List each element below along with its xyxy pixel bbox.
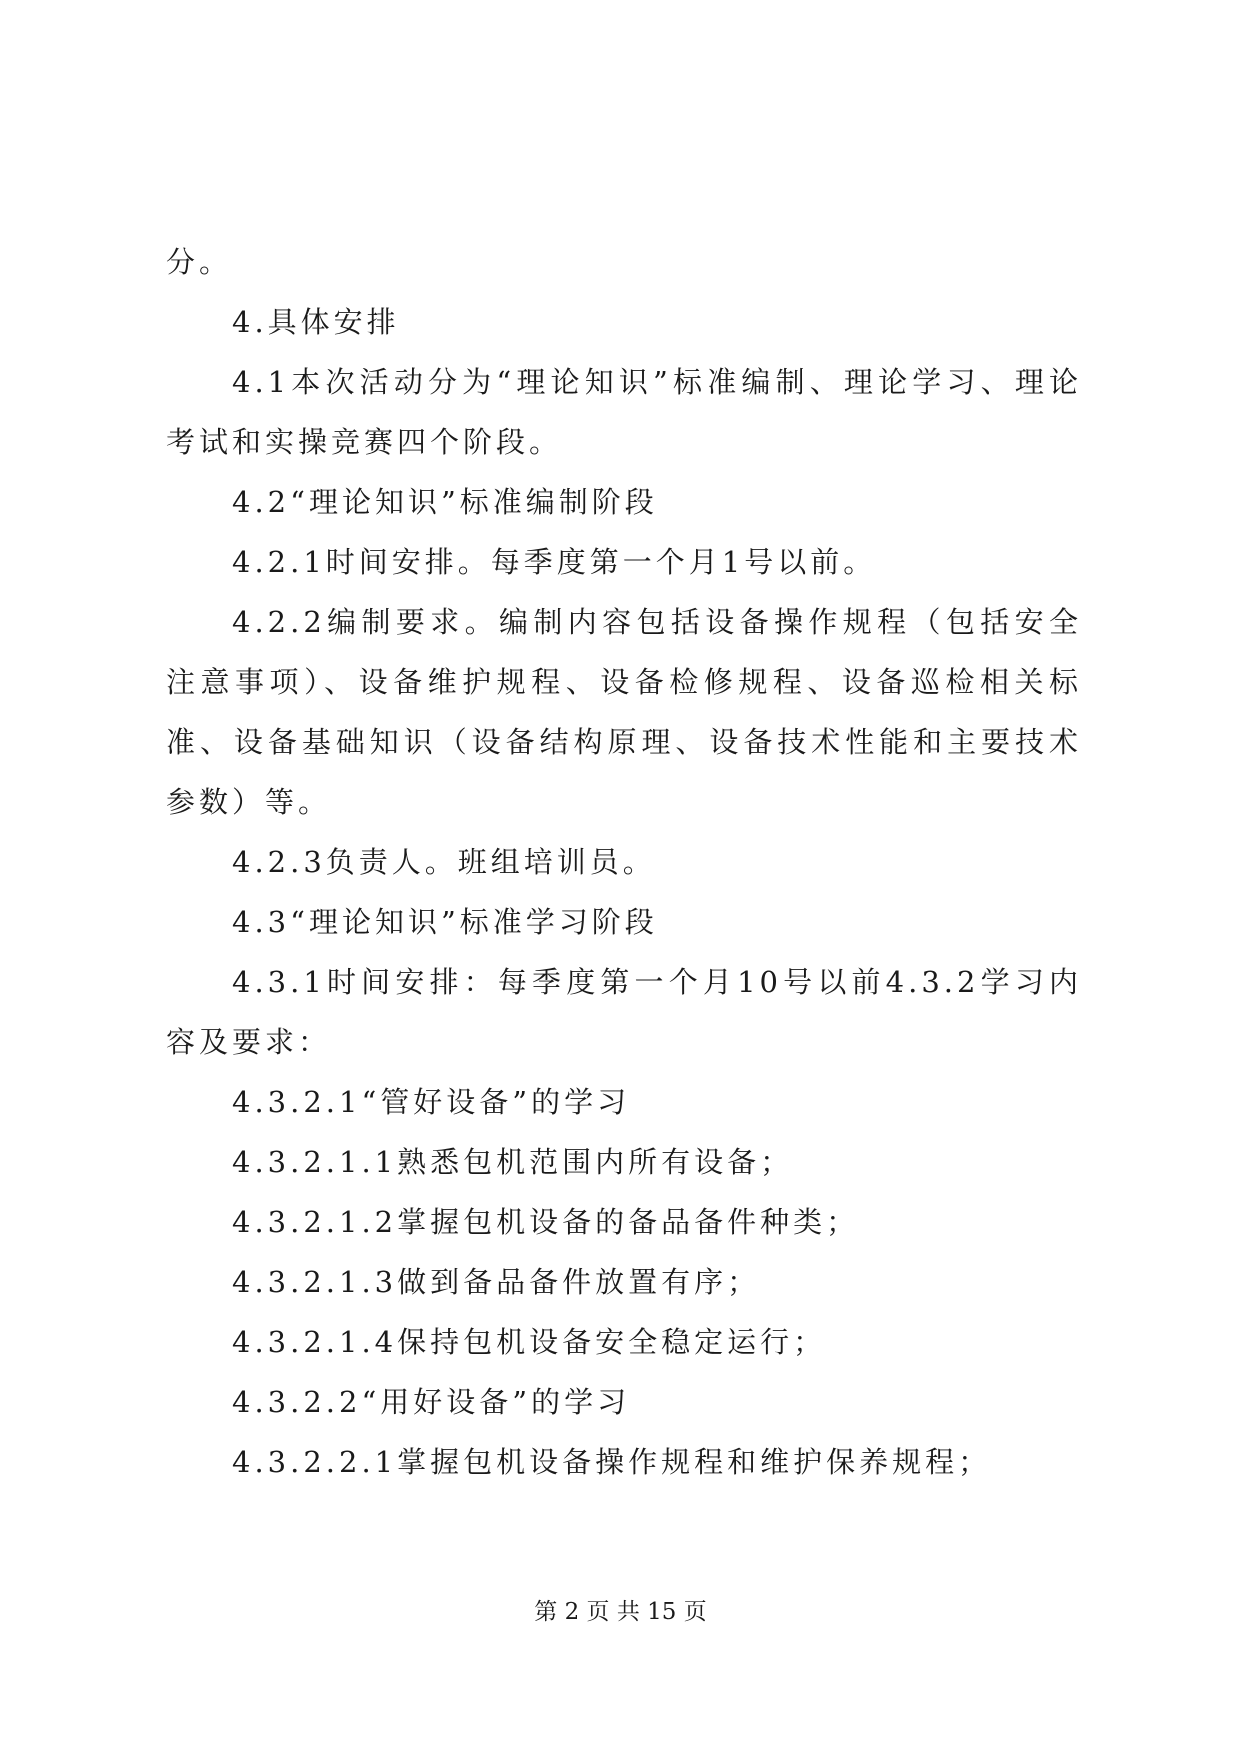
paragraph-2: 4.1本次活动分为“理论知识”标准编制、理论学习、理论考试和实操竞赛四个阶段。 bbox=[166, 365, 1082, 459]
paragraph-12: 4.3.2.1.3做到备品备件放置有序； bbox=[232, 1265, 761, 1299]
paragraph-3: 4.2“理论知识”标准编制阶段 bbox=[232, 485, 658, 519]
paragraph-15: 4.3.2.2.1掌握包机设备操作规程和维护保养规程； bbox=[232, 1445, 992, 1479]
paragraph-4: 4.2.1时间安排。每季度第一个月1号以前。 bbox=[232, 545, 877, 579]
paragraph-5: 4.2.2编制要求。编制内容包括设备操作规程（包括安全注意事项）、设备维护规程、设备检修规程、设备巡检相关标准、设备基础知识（设备结构原理、设备技术性能和主要技术参数）等。 bbox=[166, 605, 1082, 819]
paragraph-14: 4.3.2.2“用好设备”的学习 bbox=[232, 1385, 631, 1419]
page-number-label: 第 2 页 共 15 页 bbox=[534, 1599, 707, 1625]
paragraph-1: 4.具体安排 bbox=[232, 305, 400, 339]
page-footer bbox=[0, 1596, 1241, 1628]
paragraph-0: 分。 bbox=[166, 245, 233, 279]
paragraph-8: 4.3.1时间安排：每季度第一个月10号以前4.3.2学习内容及要求： bbox=[166, 965, 1082, 1059]
paragraph-11: 4.3.2.1.2掌握包机设备的备品备件种类； bbox=[232, 1205, 860, 1239]
paragraph-10: 4.3.2.1.1熟悉包机范围内所有设备； bbox=[232, 1145, 794, 1179]
paragraph-9: 4.3.2.1“管好设备”的学习 bbox=[232, 1085, 631, 1119]
paragraph-6: 4.2.3负责人。班组培训员。 bbox=[232, 845, 656, 879]
paragraph-7: 4.3“理论知识”标准学习阶段 bbox=[232, 905, 658, 939]
paragraph-13: 4.3.2.1.4保持包机设备安全稳定运行； bbox=[232, 1325, 827, 1359]
document-body bbox=[166, 232, 1082, 1492]
